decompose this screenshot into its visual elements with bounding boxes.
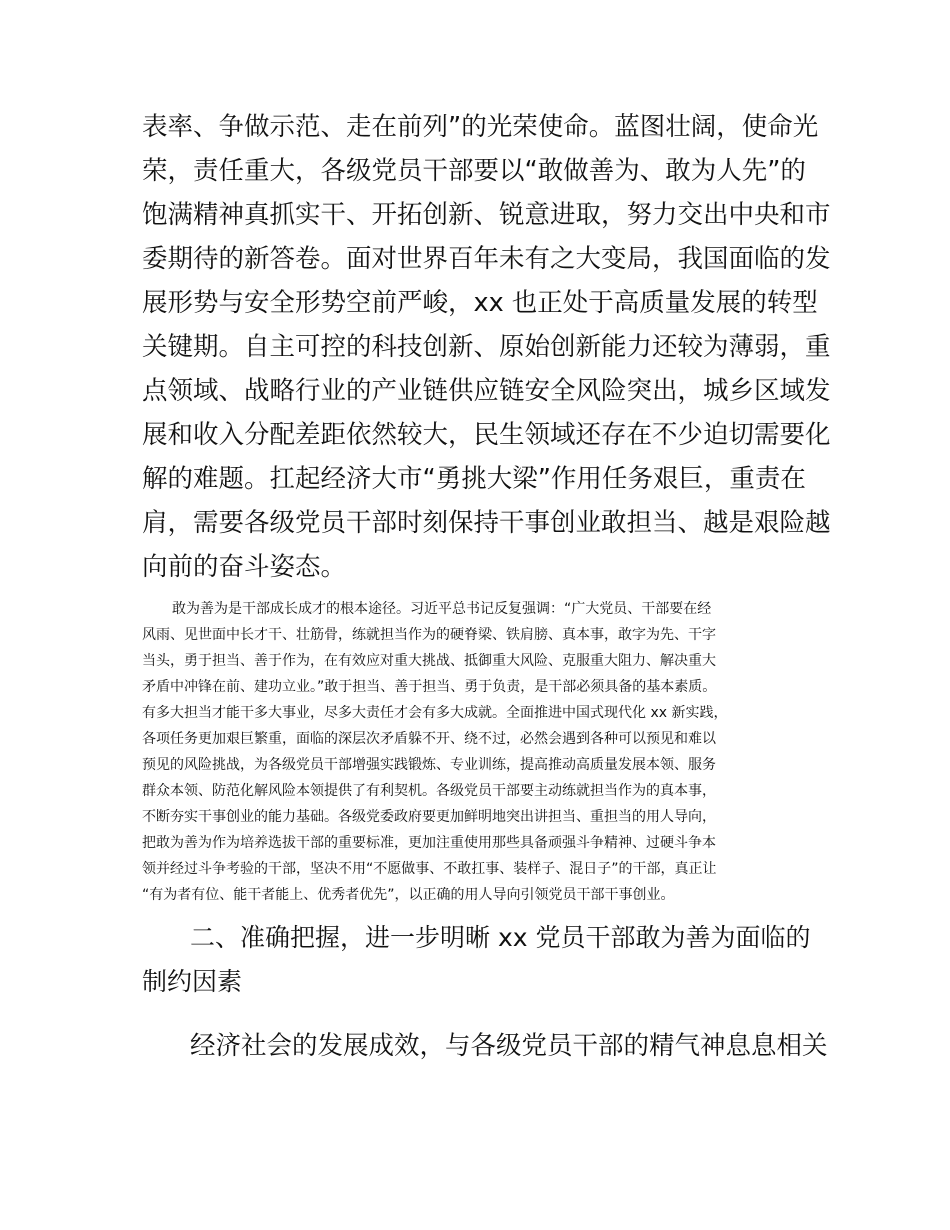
text-line: 风雨、见世面中长才干、壮筋骨，练就担当作为的硬脊梁、铁肩膀、真本事，敢字为先、干字 — [142, 627, 716, 643]
text-line: 矛盾中冲锋在前、建功立业。”敢于担当、善于担当、勇于负责，是干部必须具备的基本素质。 — [142, 679, 717, 695]
text-line: 把敢为善为作为培养选拔干部的重要标准，更加注重使用那些具备顽强斗争精神、过硬斗争本 — [142, 835, 716, 851]
text-line: 群众本领、防范化解风险本领提供了有利契机。各级党员干部要主动练就担当作为的真本事， — [142, 783, 716, 799]
section-heading-line-2: 制约因素 — [142, 967, 243, 996]
text-line: 当头，勇于担当、善于作为，在有效应对重大挑战、抵御重大风险、克服重大阻力、解决重大 — [142, 653, 716, 669]
text-line: 有多大担当才能干多大事业，尽多大责任才会有多大成就。全面推进中国式现代化 xx 新实践， — [142, 705, 728, 721]
text-line: 表率、争做示范、走在前列”的光荣使命。蓝图壮阔，使命光 — [142, 112, 819, 142]
text-line: 领并经过斗争考验的干部，坚决不用“不愿做事、不敢扛事、装样子、混日子”的干部，真正让 — [142, 861, 717, 877]
text-line: 肩，需要各级党员干部时刻保持干事创业敢担当、越是艰险越 — [142, 508, 831, 538]
text-line: 关键期。自主可控的科技创新、原始创新能力还较为薄弱，重 — [142, 332, 831, 362]
text-line: 饱满精神真抓实干、开拓创新、锐意进取，努力交出中央和市 — [142, 200, 831, 230]
text-line: 向前的奋斗姿态。 — [142, 552, 347, 582]
text-line: 预见的风险挑战，为各级党员干部增强实践锻炼、专业训练，提高推动高质量发展本领、服务 — [142, 757, 716, 773]
text-line: 展和收入分配差距依然较大，民生领域还存在不少迫切需要化 — [142, 420, 831, 450]
text-line: 各项任务更加艰巨繁重，面临的深层次矛盾躲不开、绕不过，必然会遇到各种可以预见和难以 — [142, 731, 716, 747]
text-line: 经济社会的发展成效，与各级党员干部的精气神息息相关 — [190, 1031, 828, 1061]
text-line: 解的难题。扛起经济大市“勇挑大梁”作用任务艰巨，重责在 — [142, 464, 806, 494]
text-line: 不断夯实干事创业的能力基础。各级党委政府要更加鲜明地突出讲担当、重担当的用人导向， — [142, 809, 716, 825]
section-heading-line-1: 二、准确把握，进一步明晰 xx 党员干部敢为善为面临的 — [190, 923, 811, 952]
text-line: 敢为善为是干部成长成才的根本途径。习近平总书记反复强调：“广大党员、干部要在经 — [172, 601, 712, 617]
text-line: 委期待的新答卷。面对世界百年未有之大变局，我国面临的发 — [142, 244, 831, 274]
text-line: 荣，责任重大，各级党员干部要以“敢做善为、敢为人先”的 — [142, 156, 806, 186]
text-line: “有为者有位、能干者能上、优秀者优先”，以正确的用人导向引领党员干部干事创业。 — [142, 887, 675, 903]
text-line: 点领域、战略行业的产业链供应链安全风险突出，城乡区域发 — [142, 376, 831, 406]
text-line: 展形势与安全形势空前严峻，xx 也正处于高质量发展的转型 — [142, 288, 818, 318]
